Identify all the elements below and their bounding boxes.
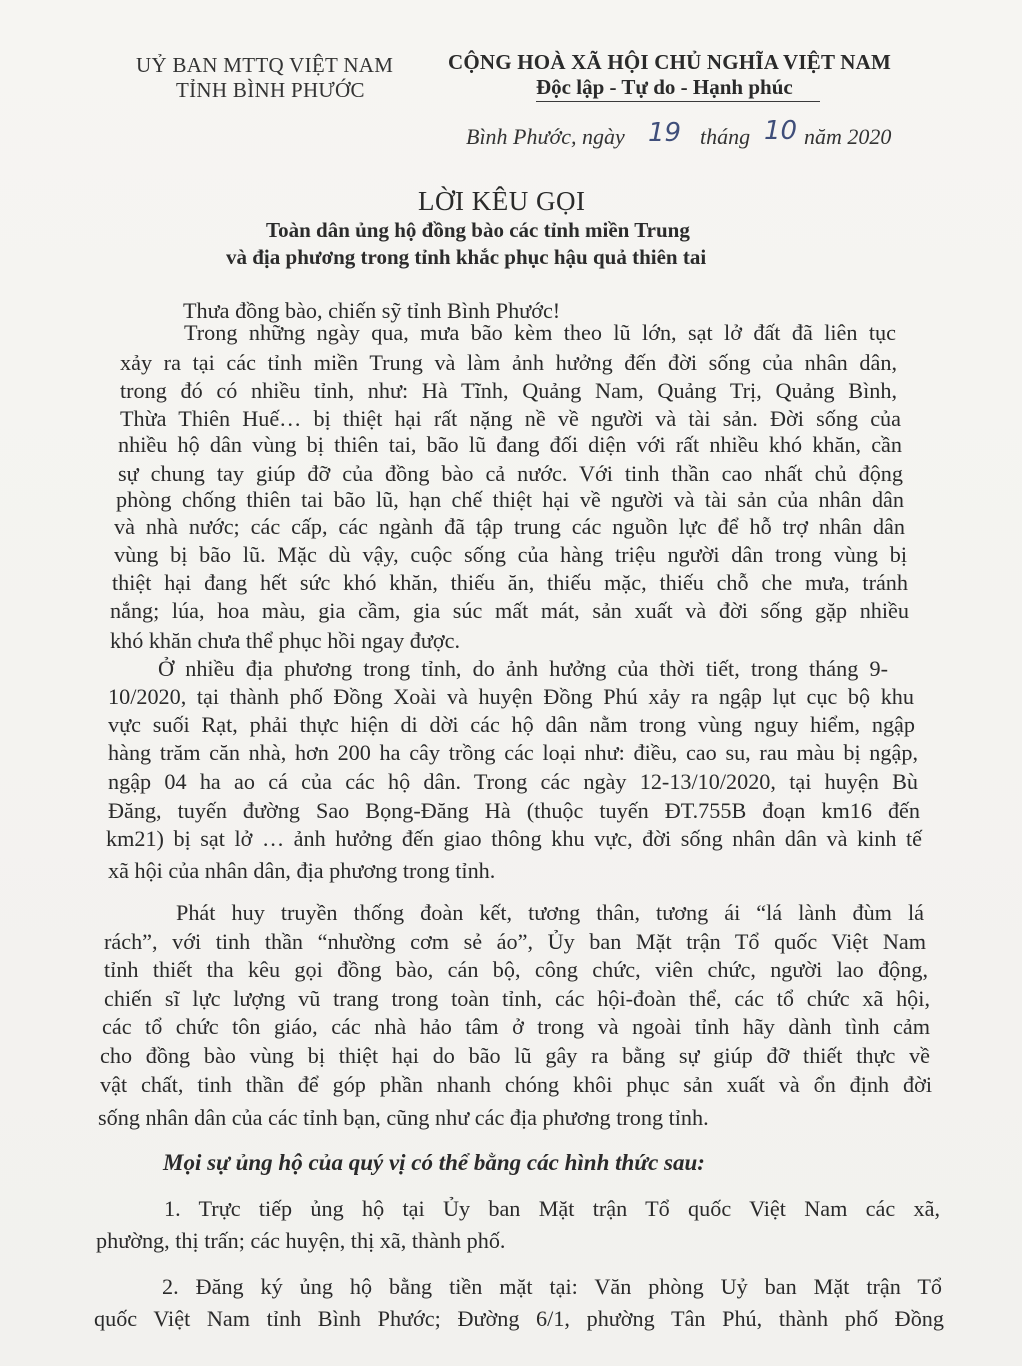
nation-name: CỘNG HOÀ XÃ HỘI CHỦ NGHĨA VIỆT NAM [448, 50, 891, 74]
dateline-place: Bình Phước, ngày [466, 124, 625, 149]
body-line: xã hội của nhân dân, địa phương trong tỉnh. [108, 858, 496, 883]
body-line: phòng chống thiên tai bão lũ, hạn chế thiệt hại về người và tài sản của nhân dân [116, 487, 904, 512]
body-line: vùng bị bão lũ. Mặc dù vậy, cuộc sống của hàng triệu người dân trong vùng bị [114, 542, 907, 567]
motto: Độc lập - Tự do - Hạnh phúc [536, 75, 793, 99]
dateline-year: năm 2020 [804, 124, 892, 149]
dateline-day-handwritten: 19 [648, 118, 682, 148]
body-line: Đăng, tuyến đường Sao Bọng-Đăng Hà (thuộc tuyến ĐT.755B đoạn km16 đến [108, 798, 920, 823]
document-title: LỜI KÊU GỌI [418, 186, 586, 216]
body-line: 10/2020, tại thành phố Đồng Xoài và huyện Đồng Phú xảy ra ngập lụt cục bộ khu [108, 684, 914, 709]
support-method-2: 2. Đăng ký ủng hộ bằng tiền mặt tại: Văn phòng Uỷ ban Mặt trận Tổ [162, 1274, 942, 1299]
body-line: trong đó có nhiều tỉnh, như: Hà Tĩnh, Quảng Nam, Quảng Trị, Quảng Bình, [120, 378, 897, 403]
body-line: các tổ chức tôn giáo, các nhà hảo tâm ở trong và ngoài tỉnh hãy dành tình cảm [102, 1014, 930, 1039]
body-line: Trong những ngày qua, mưa bão kèm theo lũ lớn, sạt lở đất đã liên tục [184, 320, 896, 345]
support-method-1-cont: phường, thị trấn; các huyện, thị xã, thành phố. [96, 1228, 506, 1253]
body-line: Ở nhiều địa phương trong tỉnh, do ảnh hưởng của thời tiết, trong tháng 9- [158, 656, 888, 681]
body-line: và nhà nước; các cấp, các ngành đã tập trung các nguồn lực để hỗ trợ nhân dân [114, 514, 905, 539]
body-line: chiến sĩ lực lượng vũ trang trong toàn tỉnh, các hội-đoàn thể, các tổ chức xã hội, [104, 986, 930, 1011]
body-line: khó khăn chưa thể phục hồi ngay được. [110, 628, 461, 653]
body-line: xảy ra tại các tỉnh miền Trung và làm ảnh hưởng đến đời sống của nhân dân, [120, 350, 897, 375]
subtitle-line2: và địa phương trong tỉnh khắc phục hậu quả thiên tai [226, 245, 707, 269]
motto-underline [536, 101, 820, 102]
body-line: Phát huy truyền thống đoàn kết, tương thân, tương ái “lá lành đùm lá [176, 900, 924, 925]
body-line: vực suối Rạt, phải thực hiện di dời các hộ dân nằm trong vùng nguy hiểm, ngập [108, 712, 915, 737]
subtitle-line1: Toàn dân ủng hộ đồng bào các tỉnh miền Trung [266, 218, 690, 242]
body-line: sự chung tay giúp đỡ của đồng bào cả nước. Với tinh thần cao nhất chủ động [118, 461, 903, 486]
body-line: vật chất, tinh thần để góp phần nhanh chóng khôi phục sản xuất và ổn định đời [100, 1072, 932, 1097]
dateline-month-handwritten: 10 [764, 116, 798, 146]
body-line: Thừa Thiên Huế… bị thiệt hại rất nặng nề về người và tài sản. Đời sống của [120, 406, 901, 431]
support-method-1: 1. Trực tiếp ủng hộ tại Ủy ban Mặt trận Tổ quốc Việt Nam các xã, [164, 1196, 940, 1221]
salutation: Thưa đồng bào, chiến sỹ tỉnh Bình Phước! [183, 298, 561, 323]
dateline-month-label: tháng [700, 124, 751, 149]
body-line: cho đồng bào vùng bị thiệt hại do bão lũ gây ra bằng sự giúp đỡ thiết thực về [100, 1043, 930, 1068]
org-name-line1: UỶ BAN MTTQ VIỆT NAM [136, 53, 394, 77]
support-method-2-cont: quốc Việt Nam tỉnh Bình Phước; Đường 6/1, phường Tân Phú, thành phố Đồng [94, 1306, 944, 1331]
body-line: nhiều hộ dân vùng bị thiên tai, bão lũ đang đối diện với rất nhiều khó khăn, cần [118, 432, 902, 457]
body-line: rách”, với tinh thần “nhường cơm sẻ áo”, Ủy ban Mặt trận Tổ quốc Việt Nam [104, 929, 926, 954]
body-line: ngập 04 ha ao cá của các hộ dân. Trong các ngày 12-13/10/2020, tại huyện Bù [108, 769, 918, 794]
body-line: tỉnh thiết tha kêu gọi đồng bào, cán bộ, công chức, viên chức, người lao động, [104, 957, 928, 982]
body-line: thiệt hại đang hết sức khó khăn, thiếu ăn, thiếu mặc, thiếu chỗ che mưa, tránh [112, 570, 908, 595]
body-line: km21) bị sạt lở … ảnh hưởng đến giao thông khu vực, đời sống nhân dân và kinh tế [106, 826, 922, 851]
support-methods-heading: Mọi sự ủng hộ của quý vị có thể bằng các hình thức sau: [163, 1150, 705, 1175]
body-line: sống nhân dân của các tỉnh bạn, cũng như các địa phương trong tỉnh. [98, 1105, 709, 1130]
body-line: nắng; lúa, hoa màu, gia cầm, gia súc mất mát, sản xuất và đời sống gặp nhiều [110, 598, 909, 623]
org-name-line2: TỈNH BÌNH PHƯỚC [176, 78, 365, 102]
body-line: hàng trăm căn nhà, hơn 200 ha cây trồng các loại như: điều, cao su, rau màu bị ngập, [108, 740, 918, 765]
